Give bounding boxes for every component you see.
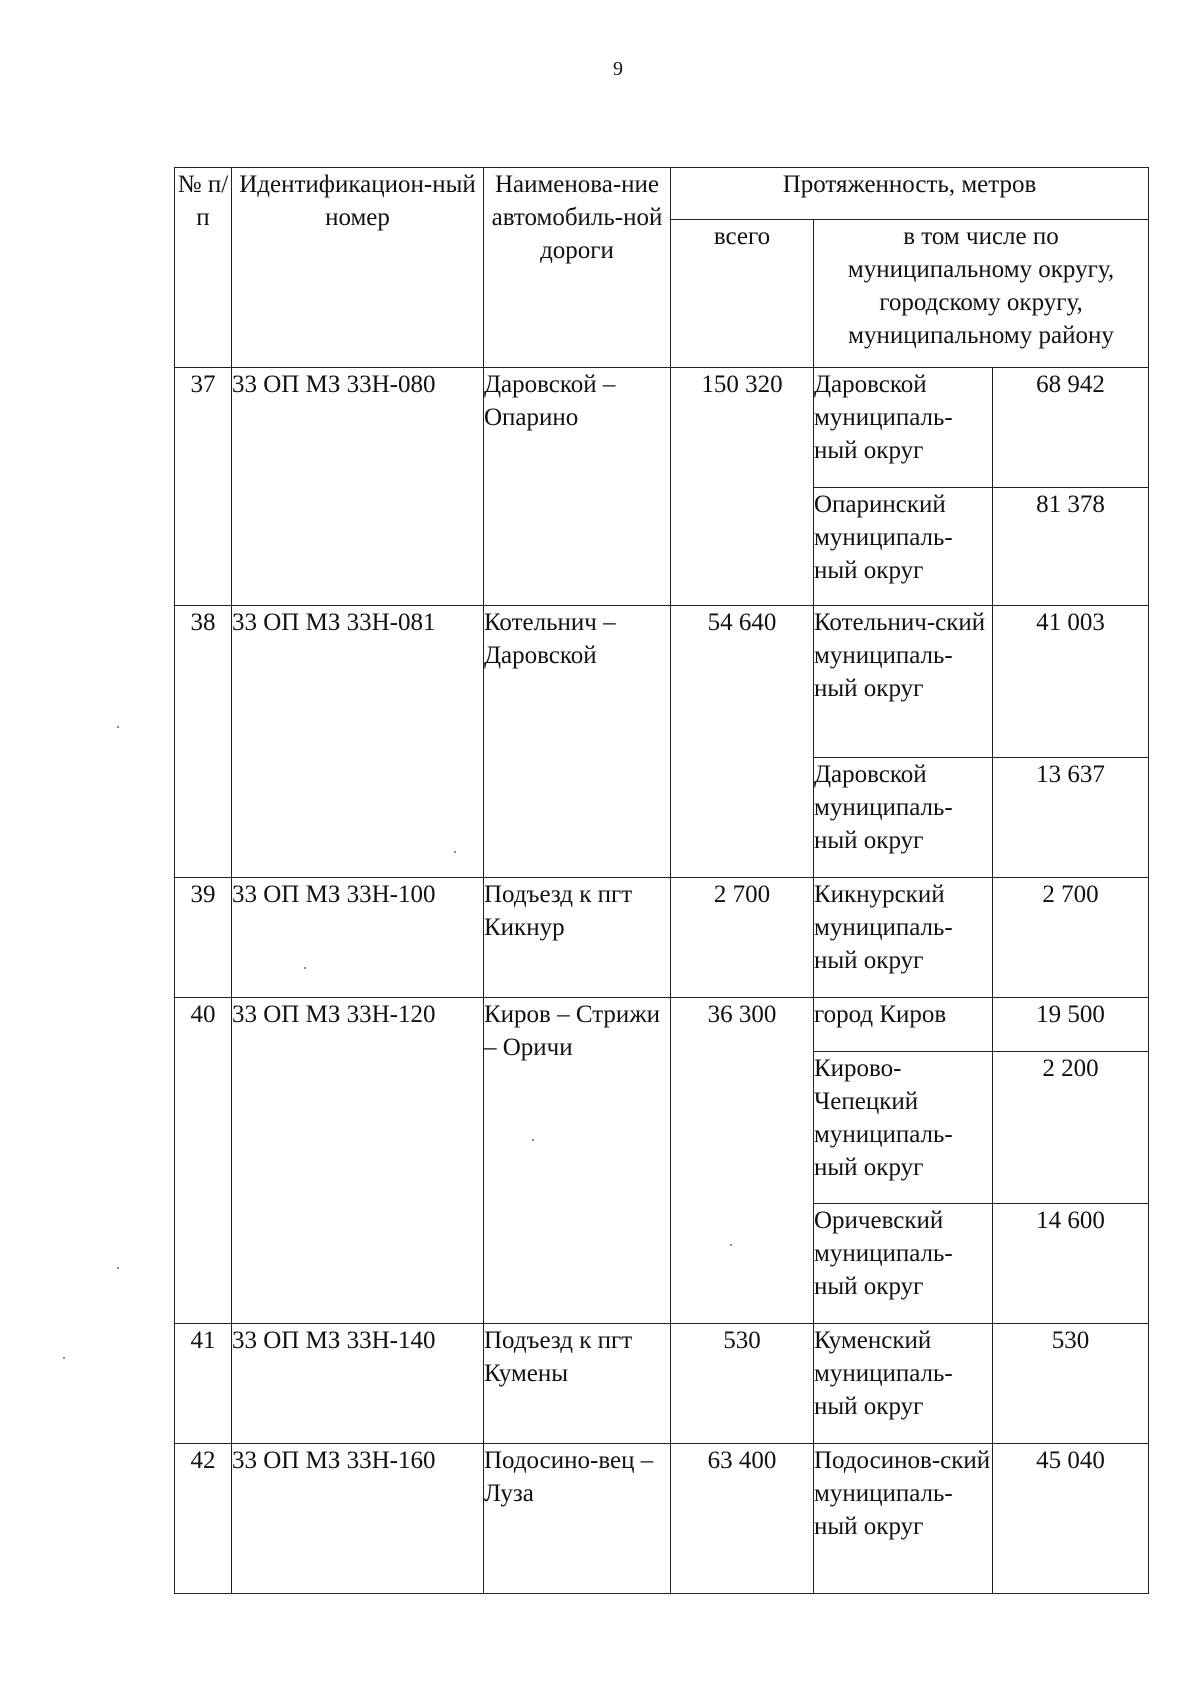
header-num: № п/п <box>175 168 232 368</box>
road-id: 33 ОП МЗ 33Н-081 <box>232 606 484 878</box>
row-number: 40 <box>175 998 232 1324</box>
district-length: 81 378 <box>993 488 1149 606</box>
scan-speck <box>532 1139 534 1141</box>
road-name: Подъезд к пгт Кумены <box>484 1324 671 1444</box>
total-length: 63 400 <box>671 1444 814 1594</box>
table-row <box>175 606 1149 758</box>
row-number: 42 <box>175 1444 232 1594</box>
scan-speck <box>117 1267 119 1269</box>
total-length: 36 300 <box>671 998 814 1324</box>
row-number: 38 <box>175 606 232 878</box>
table-row <box>175 1324 1149 1444</box>
district-name: Котельнич-ский муниципаль-ный округ <box>814 606 993 758</box>
page-number: 9 <box>613 58 623 80</box>
total-length: 150 320 <box>671 368 814 606</box>
district-length: 14 600 <box>993 1204 1149 1324</box>
road-id: 33 ОП МЗ 33Н-140 <box>232 1324 484 1444</box>
road-id: 33 ОП МЗ 33Н-080 <box>232 368 484 606</box>
header-total: всего <box>671 220 814 368</box>
district-length: 19 500 <box>993 998 1149 1052</box>
district-name: Оричевский муниципаль-ный округ <box>814 1204 993 1324</box>
table-row <box>175 368 1149 488</box>
scan-speck <box>304 967 306 969</box>
district-name: Подосинов-ский муниципаль-ный округ <box>814 1444 993 1594</box>
district-length: 2 200 <box>993 1052 1149 1204</box>
road-id: 33 ОП МЗ 33Н-100 <box>232 878 484 998</box>
road-id: 33 ОП МЗ 33Н-120 <box>232 998 484 1324</box>
district-name: Кирово-Чепецкий муниципаль-ный округ <box>814 1052 993 1204</box>
district-length: 45 040 <box>993 1444 1149 1594</box>
road-name: Котельнич – Даровской <box>484 606 671 878</box>
table-row <box>175 998 1149 1052</box>
road-name: Подъезд к пгт Кикнур <box>484 878 671 998</box>
total-length: 2 700 <box>671 878 814 998</box>
district-length: 68 942 <box>993 368 1149 488</box>
roads-table <box>174 167 1149 1594</box>
header-length: Протяженность, метров <box>671 168 1149 220</box>
table-row <box>175 1444 1149 1594</box>
district-name: Даровской муниципаль-ный округ <box>814 758 993 878</box>
road-name: Киров – Стрижи – Оричи <box>484 998 671 1324</box>
row-number: 37 <box>175 368 232 606</box>
table-body <box>175 368 1149 1594</box>
district-name: Кикнурский муниципаль-ный округ <box>814 878 993 998</box>
total-length: 530 <box>671 1324 814 1444</box>
total-length: 54 640 <box>671 606 814 878</box>
scan-speck <box>454 851 456 853</box>
district-name: Опаринский муниципаль-ный округ <box>814 488 993 606</box>
road-id: 33 ОП МЗ 33Н-160 <box>232 1444 484 1594</box>
scan-speck <box>117 726 119 728</box>
district-length: 41 003 <box>993 606 1149 758</box>
row-number: 41 <box>175 1324 232 1444</box>
scan-speck <box>63 1357 65 1359</box>
district-name: город Киров <box>814 998 993 1052</box>
header-name: Наименова-ние автомобиль-ной дороги <box>484 168 671 368</box>
scan-speck <box>730 1244 732 1246</box>
road-name: Подосино-вец – Луза <box>484 1444 671 1594</box>
road-name: Даровской – Опарино <box>484 368 671 606</box>
district-length: 530 <box>993 1324 1149 1444</box>
table-row <box>175 878 1149 998</box>
district-length: 2 700 <box>993 878 1149 998</box>
district-name: Куменский муниципаль-ный округ <box>814 1324 993 1444</box>
header-id: Идентификацион-ный номер <box>232 168 484 368</box>
district-name: Даровской муниципаль-ный округ <box>814 368 993 488</box>
header-by-district: в том числе по муниципальному округу, городскому округу, муниципальному району <box>814 220 1149 368</box>
district-length: 13 637 <box>993 758 1149 878</box>
row-number: 39 <box>175 878 232 998</box>
